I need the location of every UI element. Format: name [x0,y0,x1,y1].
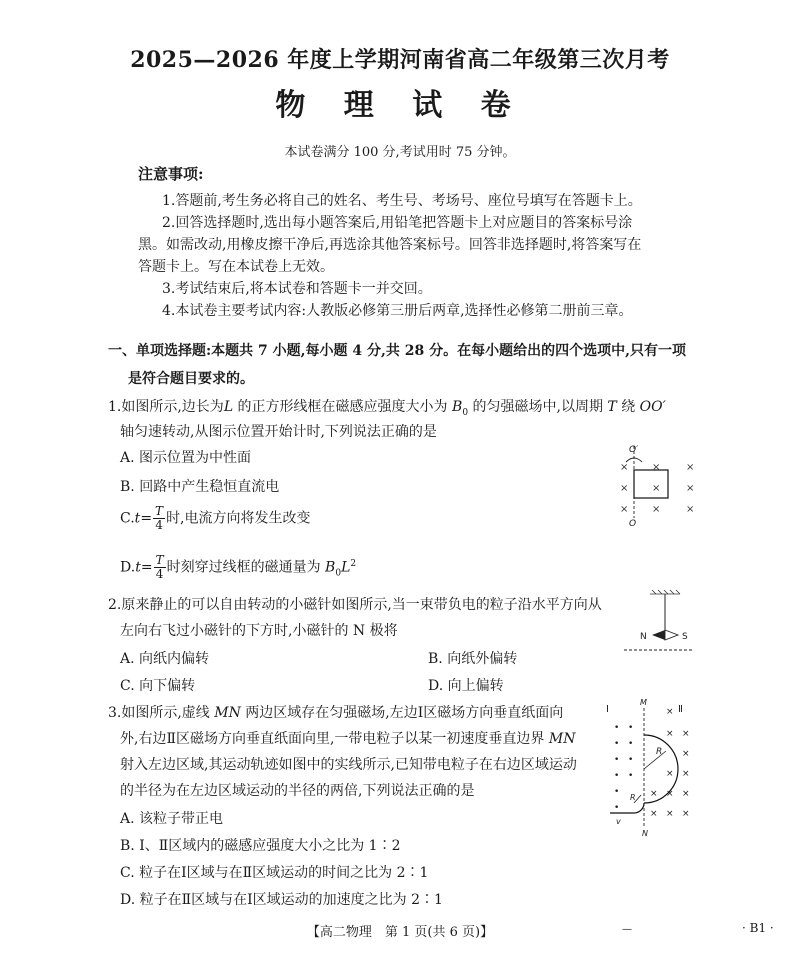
square-frame [634,470,668,498]
q1-stem-text: 1.如图所示,边长为 [108,399,224,415]
q1-equals: = [140,559,153,576]
q2-option-a: A. 向纸内偏转 [120,651,210,667]
q1-option-b: B. 回路中产生稳恒直流电 [120,479,280,495]
q1-var-l: L [223,399,234,415]
q1-var-l: L [341,559,351,576]
q1-stem-text: 的正方形线框在磁感应强度大小为 [233,399,453,415]
notice-item-1: 1.答题前,考生务必将自己的姓名、考生号、考场号、座位号填写在答题卡上。 [162,193,642,209]
q3-option-c: C. 粒子在Ⅰ区域与在Ⅱ区域运动的时间之比为 2∶1 [120,865,429,881]
cross-mark: × [666,707,674,717]
page-footer: 【高二物理 第 1 页(共 6 页)】 [306,925,494,940]
q1-option-a: A. 图示位置为中性面 [120,450,252,466]
label-n: N [640,632,647,642]
footer-code: · B1 · [742,921,774,935]
ceiling-hatch [650,590,680,594]
q3-option-d: D. 粒子在Ⅱ区域与在Ⅰ区域运动的加速度之比为 2∶1 [120,892,443,908]
q1-var-b: B [452,399,463,415]
q2-option-c: C. 向下偏转 [120,678,196,694]
footer-mark: — [622,924,632,935]
notice-item-3: 3.考试结束后,将本试卷和答题卡一并交回。 [162,281,432,297]
cross-mark: × [682,809,690,819]
cross-mark: × [682,769,690,779]
dot-mark: • [614,723,620,733]
label-s: S [682,632,688,642]
q3-option-a: A. 该粒子带正电 [120,811,224,827]
label-o: O [629,519,637,528]
radius-line-2 [644,751,666,769]
q1-var-t-small: t [135,559,141,576]
q1-option-c [120,505,311,532]
dot-mark: • [614,755,620,765]
notice-heading: 注意事项: [138,165,204,183]
label-n: N [642,829,648,838]
cross-mark: × [686,462,695,473]
cross-mark: × [620,483,629,494]
q2-option-d: D. 向上偏转 [428,678,504,694]
q3-stem [108,702,563,722]
exam-title: 2025—2026 年度上学期河南省高二年级第三次月考 [130,47,670,73]
q2-figure [620,588,696,654]
notice-item-2: 2.回答选择题时,选出每小题答案后,用铅笔把答题卡上对应题目的答案标号涂 [162,215,633,231]
fraction-numerator: T [155,553,164,567]
cross-mark: × [620,462,629,473]
cross-mark: × [682,749,690,759]
q1-stem-text: 的匀强磁场中,以周期 [468,399,608,415]
q2-stem-line2: 左向右飞过小磁针的下方时,小磁针的 N 极将 [120,623,398,639]
q1-stem-line2: 轴匀速转动,从图示位置开始计时,下列说法正确的是 [120,424,437,440]
cross-mark: × [650,809,658,819]
dot-mark: • [614,771,620,781]
label-o-prime: O′ [629,445,639,455]
q1-sub-0: 0 [335,568,342,579]
notice-item-2-cont: 黑。如需改动,用橡皮擦干净后,再选涂其他答案标号。回答非选择题时,将答案写在 [138,237,642,253]
cross-mark: × [652,504,661,515]
q3-option-b: B. Ⅰ、Ⅱ区域内的磁感应强度大小之比为 1∶2 [120,838,401,854]
section-heading: 一、单项选择题:本题共 7 小题,每小题 4 分,共 28 分。在每小题给出的四个选项中,只有一项 [108,343,686,359]
fraction-denominator: 4 [155,518,163,532]
dot-mark: • [628,739,634,749]
cross-mark: × [682,729,690,739]
label-r-1: R [630,793,636,802]
fraction-numerator: T [155,504,164,518]
q1-equals: = [140,510,153,527]
section-heading-cont: 是符合题目要求的。 [128,371,254,387]
cross-mark: × [666,729,674,739]
q2-option-b: B. 向纸外偏转 [428,651,518,667]
dot-mark: • [628,771,634,781]
needle-n-half [652,630,665,640]
q1-var-b: B [325,559,336,576]
q1-option-d [120,554,356,581]
q1-var-t-small: t [134,510,141,527]
q1-var-oo: OO′ [639,399,666,415]
q1-option-d-text: 时刻穿过线框的磁通量为 [166,559,326,576]
q3-figure [604,696,696,838]
q3-stem-text: 3.如图所示,虚线 [108,705,215,721]
cross-mark: × [686,504,695,515]
cross-mark: × [650,789,658,799]
dot-mark: • [614,803,620,813]
q3-var-mn: MN [548,731,576,747]
dot-mark: • [614,787,620,797]
cross-mark: × [666,789,674,799]
fraction-denominator: 4 [155,567,164,581]
q1-figure [612,440,702,528]
dot-mark: • [614,739,620,749]
cross-mark: × [686,483,695,494]
cross-mark: × [652,462,661,473]
q3-var-mn: MN [214,705,241,721]
subject-title: 物 理 试 卷 [275,88,525,123]
score-info: 本试卷满分 100 分,考试用时 75 分钟。 [284,145,516,160]
label-m: M [640,698,647,707]
label-r-2: R [656,747,663,757]
cross-mark: × [620,504,629,515]
q1-sub-0: 0 [462,407,469,418]
q1-fraction [153,505,165,532]
label-region-1: Ⅰ [606,704,609,715]
cross-mark: × [666,769,674,779]
q3-stem-line3: 射入左边区域,其运动轨迹如图中的实线所示,已知带电粒子在右边区域运动 [120,757,577,773]
q1-option-c-label: C. [120,510,135,527]
notice-item-4: 4.本试卷主要考试内容:人教版必修第三册后两章,选择性必修第二册前三章。 [162,303,633,319]
q1-stem-text: 绕 [616,399,640,415]
q3-stem-line2 [120,728,575,748]
cross-mark: × [666,809,674,819]
q1-sup-2: 2 [350,558,357,569]
dot-mark: • [628,723,634,733]
q3-stem-line4: 的半径为在左边区域运动的半径的两倍,下列说法正确的是 [120,783,475,799]
region-2-crosses [650,707,690,819]
dot-mark: • [628,755,634,765]
q3-stem-text: 两边区域存在匀强磁场,左边Ⅰ区磁场方向垂直纸面向 [240,705,564,721]
q2-stem: 2.原来静止的可以自由转动的小磁针如图所示,当一束带负电的粒子沿水平方向从 [108,597,602,613]
cross-mark: × [682,789,690,799]
label-region-2: Ⅱ [678,704,683,715]
needle-s-half [665,630,678,640]
q1-fraction [154,554,166,581]
notice-item-2-end: 答题卡上。写在本试卷上无效。 [138,259,334,275]
q1-var-t: T [607,399,617,415]
cross-mark: × [652,483,661,494]
q1-option-c-text: 时,电流方向将发生改变 [166,510,311,527]
q3-stem-text: 外,右边Ⅱ区磁场方向垂直纸面向里,一带电粒子以某一初速度垂直边界 [120,731,549,747]
q1-option-d-label: D. [120,559,136,576]
q1-stem [108,396,666,418]
label-v: v [616,817,621,826]
